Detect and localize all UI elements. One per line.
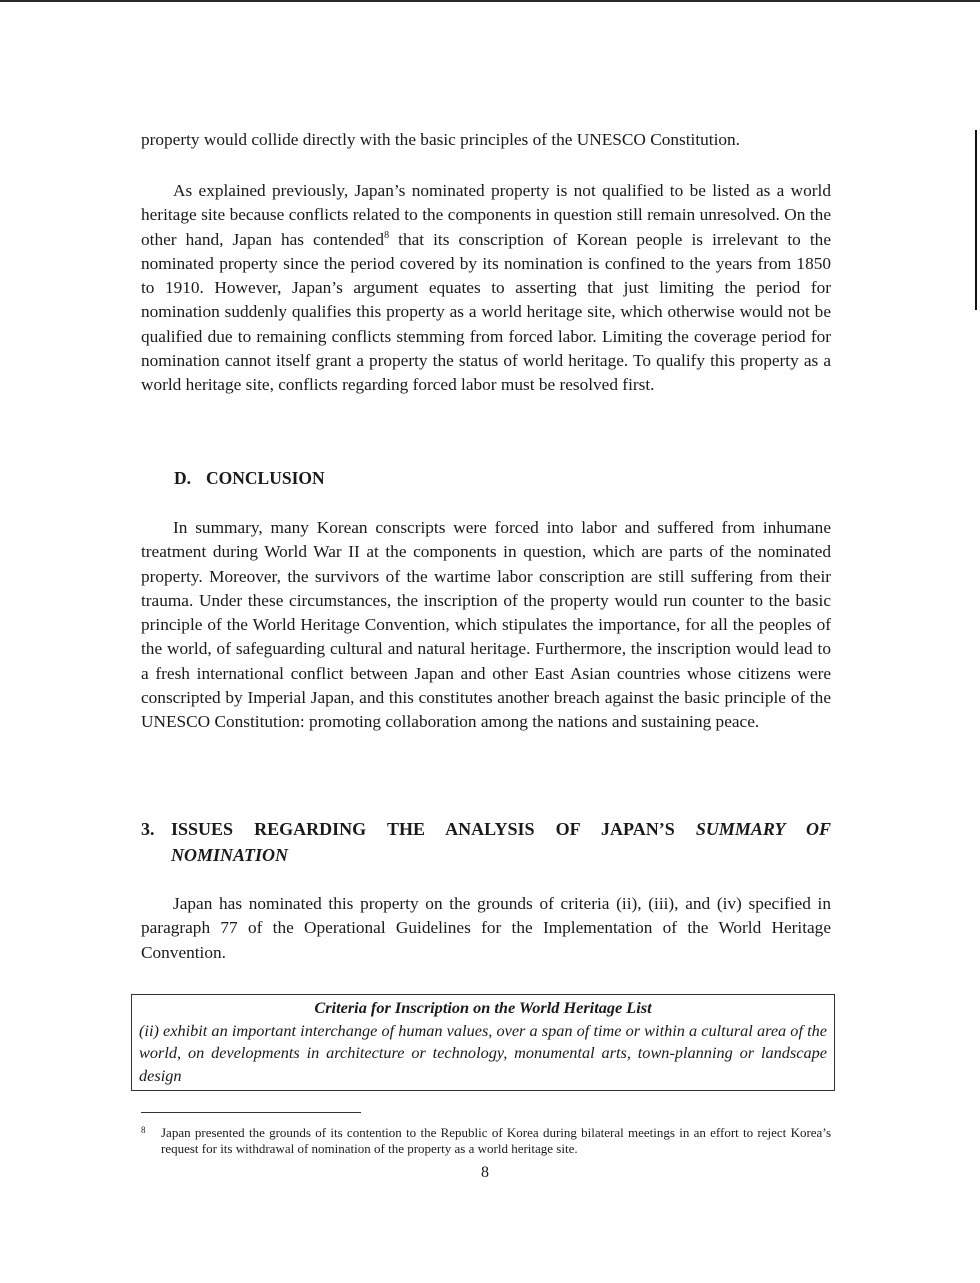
footnote-reference[interactable]: 8 <box>384 229 390 241</box>
section-heading-issues <box>141 816 831 868</box>
paragraph-text: that its conscription of Korean people is irrelevant to the nominated property since the period covered by its nomination is confined to the years from 1850 to 1910. However, Japan’s argument equates to asserting that just limiting the period for nomination suddenly qualifies this property as a world heritage site, which otherwise would not be qualified due to remaining conflicts stemming from forced labor. Limiting the coverage period for nomination cannot itself grant a property the status of world heritage. To qualify this property as a world heritage site, conflicts regarding forced labor must be resolved first. <box>141 229 831 395</box>
paragraph-conclusion: In summary, many Korean conscripts were forced into labor and suffered from inhumane treatment during World War II at the components in question, which are parts of the nominated property. Moreover, the survivors of the wartime labor conscription are still suffering from their trauma. Under these circumstances, the inscription of the property would run counter to the basic principle of the World Heritage Convention, which stipulates the importance, for all the peoples of the world, of safeguarding cultural and natural heritage. Furthermore, the inscription would lead to a fresh international conflict between Japan and other East Asian countries whose citizens were conscripted by Imperial Japan, and this constitutes another breach against the basic principle of the UNESCO Constitution: promoting collaboration among the nations and sustaining peace. <box>141 518 831 732</box>
section-title-text: ISSUES REGARDING THE ANALYSIS OF JAPAN’S <box>171 819 675 839</box>
criteria-box-title: Criteria for Inscription on the World Heritage List <box>314 998 652 1017</box>
top-scan-border <box>0 0 980 2</box>
section-heading-conclusion <box>174 468 325 489</box>
section-label: D. <box>174 468 192 488</box>
section-title-italic: SUMMARY OF <box>695 819 832 839</box>
paragraph-continuation: property would collide directly with the basic principles of the UNESCO Constitution. <box>141 130 740 149</box>
scan-edge-mark <box>975 130 977 310</box>
section-title: CONCLUSION <box>206 468 325 488</box>
section-title-line1 <box>171 816 831 842</box>
footnote-mark: 8 <box>141 1125 146 1135</box>
criteria-box <box>131 994 835 1091</box>
section-number: 3. <box>141 819 155 839</box>
page-number: 8 <box>481 1164 489 1181</box>
footnote-text: Japan presented the grounds of its contention to the Republic of Korea during bilateral meetings in an effort to reject Korea’s request for its withdrawal of nomination of the property as a world heritage site. <box>161 1125 831 1156</box>
paragraph-criteria-intro: Japan has nominated this property on the grounds of criteria (ii), (iii), and (iv) specified in paragraph 77 of the Operational Guidelines for the Implementation of the World Heritage Convention. <box>141 894 831 962</box>
section-title-line2: NOMINATION <box>171 845 289 865</box>
footnote <box>141 1125 831 1157</box>
footnote-separator <box>141 1112 361 1113</box>
criteria-box-text: (ii) exhibit an important interchange of human values, over a span of time or within a cultural area of the world, on developments in architecture or technology, monumental arts, town-planning or landscape design <box>139 1020 827 1085</box>
paragraph-nomination-period <box>141 179 831 398</box>
paragraph-text: As explained previously, Japan’s nominated property is not qualified to be listed as a world heritage site because conflicts related to the components in question still remain unresolved. On the other hand, Japan has contended <box>141 181 831 249</box>
